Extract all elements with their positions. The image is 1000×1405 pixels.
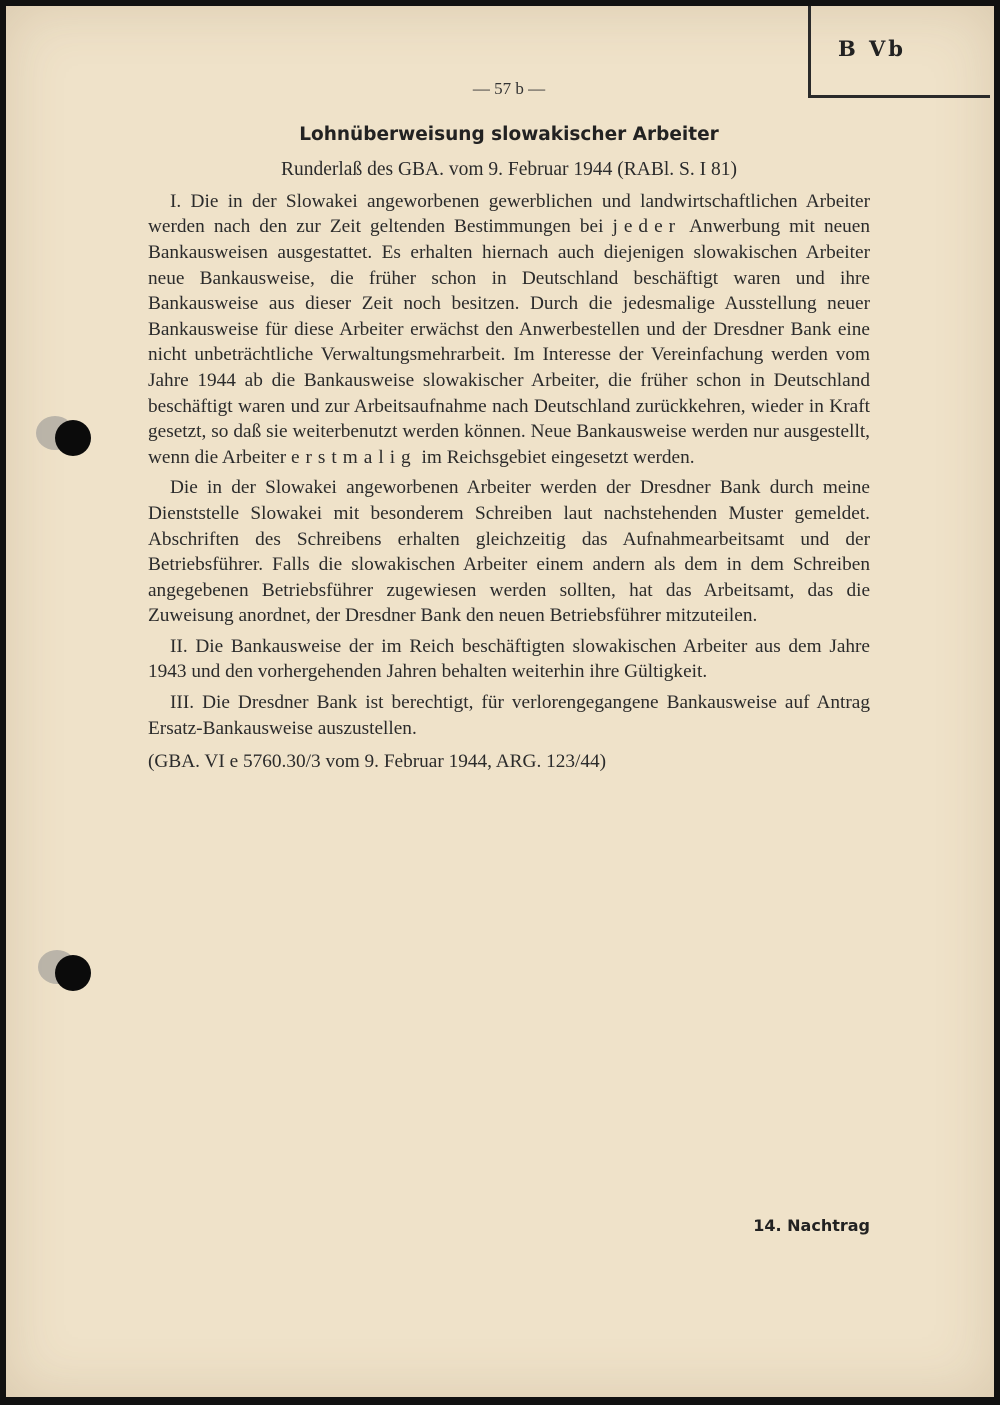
paragraph-section-1 [148,189,870,471]
paragraph-text: I. Die in der Slowakei angeworbenen gewerblichen und landwirtschaftlichen Arbeiter werden nach den zur Zeit geltenden Bestimmungen bei [148,190,870,238]
paragraph-section-3: III. Die Dresdner Bank ist berechtigt, für verlorengegangene Bankausweise auf Antrag Ersatz-Bankausweise auszustellen. [148,692,870,739]
citation: (GBA. VI e 5760.30/3 vom 9. Februar 1944, ARG. 123/44) [148,751,607,773]
supplement-label: 14. Nachtrag [753,1216,870,1235]
paragraph-section-2: II. Die Bankausweise der im Reich beschäftigten slowakischen Arbeiter aus dem Jahre 1943 und den vorhergehenden Jahren behalten weiterhin ihre Gültigkeit. [148,635,870,683]
paragraph-text: im Reichsgebiet eingesetzt werden. [416,446,695,468]
document-title: Lohnüberweisung slowakischer Arbeiter [299,123,719,145]
emphasized-word: jeder [612,216,682,238]
emphasized-word: erstmalig [290,446,417,468]
register-tab-label: B Vb [837,36,906,61]
document-body [148,70,870,780]
paragraph-section-1-continued: Die in der Slowakei angeworbenen Arbeiter werden der Dresdner Bank durch meine Dienststelle Slowakei mit besonderem Schreiben laut nachstehenden Muster gemeldet. Abschriften des Schreibens erhalten gleichzeitig das Aufnahmearbeitsamt und der Betriebsführer. Falls die slowakischen Arbeiter einem andern als dem in dem Schreiben angegebenen Betriebsführer zugewiesen werden sollten, hat das Arbeitsamt, das die Zuweisung anordnet, der Dresdner Bank den neuen Betriebsführer mitzuteilen. [148,477,870,627]
paragraph-text: Anwerbung mit neuen Bankausweisen ausgestattet. Es erhalten hiernach auch diejenigen slowakischen Arbeiter neue Bankausweise, die früher schon in Deutschland beschäftigt waren und ihre Bankausweise aus dieser Zeit noch besitzen. Durch die jedesmalige Ausstellung neuer Bankausweise für diese Arbeiter erwächst den Anwerbestellen und der Dresdner Bank eine nicht unbeträchtliche Verwaltungsmehrarbeit. Im Interesse der Vereinfachung werden vom Jahre 1944 ab die Bankausweise slowakischer Arbeiter, die früher schon in Deutschland beschäftigt waren und zur Arbeitsaufnahme nach Deutschland zurückkehren, wieder in Kraft gesetzt, so daß sie weiterbenutzt werden können. Neue Bankausweise werden nur ausgestellt, wenn die Arbeiter [148,216,871,468]
punch-hole-top [55,420,91,456]
punch-hole-bottom [55,955,91,991]
page-number: — 57 b — [472,79,546,98]
decree-reference: Runderlaß des GBA. vom 9. Februar 1944 (RABl. S. I 81) [280,159,738,181]
